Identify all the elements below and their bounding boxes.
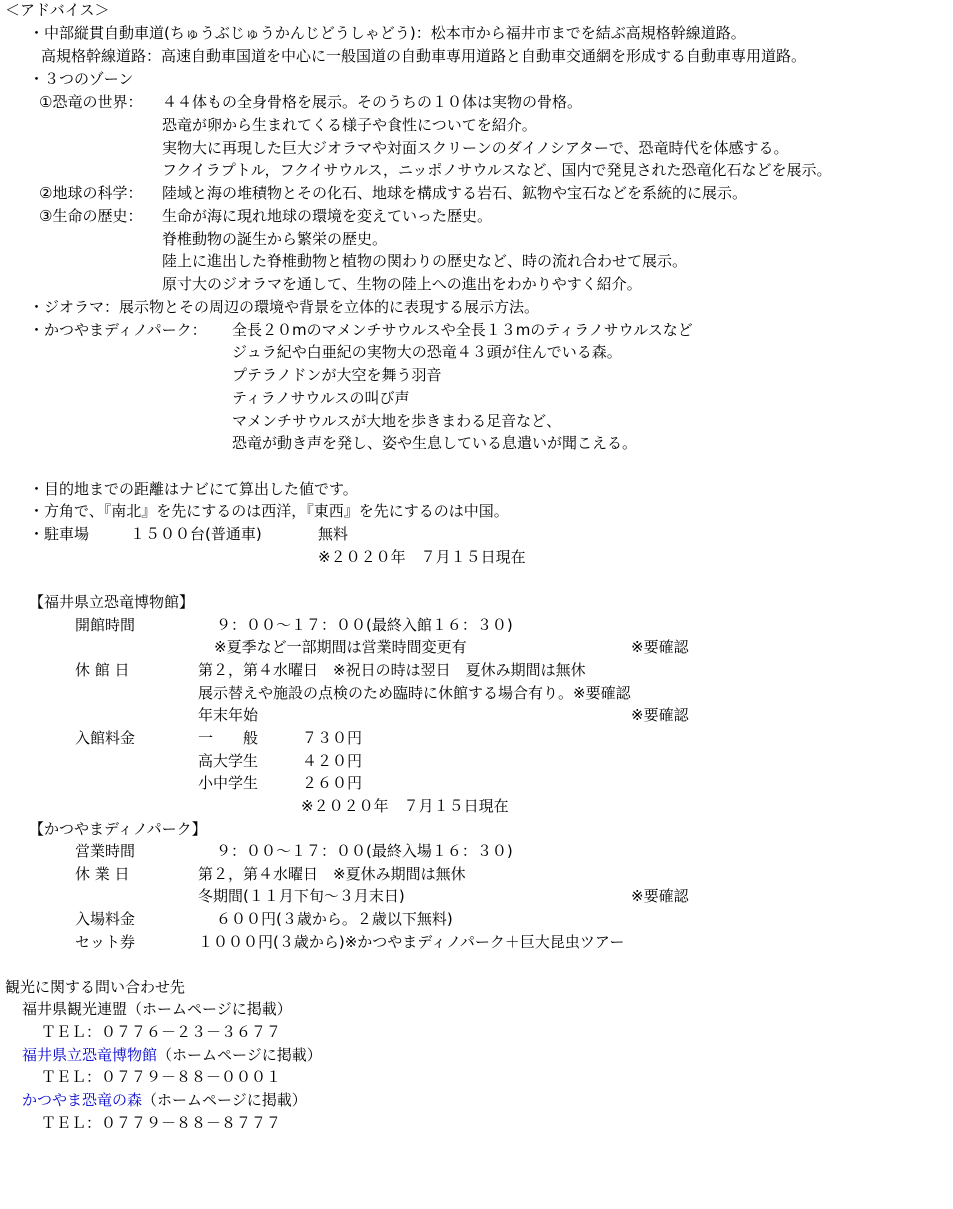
fee-category: 高大学生 [198, 752, 259, 770]
zone3-line: 陸上に進出した脊椎動物と植物の関わりの歴史など、時の流れ合わせて展示。 [162, 252, 688, 270]
zone1-line: 恐竜が卵から生まれてくる様子や食性についてを紹介。 [162, 116, 537, 134]
museum-closed-line: 年末年始 [198, 706, 259, 724]
zone3-line: 原寸大のジオラマを通して、生物の陸上への進出をわかりやすく紹介。 [162, 275, 642, 293]
contact-suffix: （ホームページに掲載） [157, 1046, 322, 1064]
zone2-label: ②地球の科学： [39, 184, 143, 202]
museum-closed-line: 展示替えや施設の点検のため臨時に休館する場合有り。※要確認 [198, 684, 631, 702]
contact-tel: ＴＥＬ：０７７６－２３－３６７７ [41, 1023, 282, 1041]
chubu-road-text: ・中部縦貫自動車道(ちゅうぶじゅうかんじどうしゃどう)：松本市から福井市までを結ぶ高規格幹線道路。 [29, 24, 746, 42]
zone1-line: 実物大に再現した巨大ジオラマや対面スクリーンのダイノシアターで、恐竜時代を体感する。 [162, 139, 789, 157]
contact-tel: ＴＥＬ：０７７９－８８－８７７７ [41, 1114, 282, 1132]
zone2-text: 陸域と海の堆積物とその化石、地球を構成する岩石、鉱物や宝石などを系統的に展示。 [162, 184, 748, 202]
advice-heading: ＜アドバイス＞ [5, 1, 110, 19]
dinopark-line: ティラノサウルスの叫び声 [232, 389, 410, 407]
dinopark-confirm: ※要確認 [631, 887, 689, 905]
parking-fee: 無料 [318, 525, 349, 543]
dinopark-set-value: １０００円(３歳から)※かつやまディノパーク＋巨大昆虫ツアー [198, 933, 625, 951]
contact-tel: ＴＥＬ：０７７９－８８－０００１ [41, 1068, 282, 1086]
dinopark-line: ジュラ紀や白亜紀の実物大の恐竜４３頭が住んでいる森。 [232, 343, 622, 361]
contact-item [22, 1044, 322, 1066]
museum-confirm: ※要確認 [631, 706, 689, 724]
dinopark-hours-value: ９：００～１７：００(最終入場１６：３０) [216, 842, 513, 860]
museum-confirm: ※要確認 [631, 638, 689, 656]
museum-heading: 【福井県立恐竜博物館】 [29, 593, 195, 611]
contact-item [22, 1089, 307, 1111]
parking-count: １５００台(普通車) [130, 525, 262, 543]
dinopark-fee-label: 入場料金 [75, 910, 136, 928]
dino-forest-link[interactable]: かつやま恐竜の森 [22, 1091, 143, 1109]
fee-price: ２６０円 [302, 774, 363, 792]
contact-suffix: （ホームページに掲載） [142, 1091, 307, 1109]
dinopark-fee-value: ６００円(３歳から。２歳以下無料) [216, 910, 453, 928]
zone3-line: 脊椎動物の誕生から繁栄の歴史。 [162, 230, 388, 248]
contacts-heading: 観光に関する問い合わせ先 [5, 978, 186, 996]
museum-hours-note: ※夏季など一部期間は営業時間変更有 [214, 638, 467, 656]
zone3-line: 生命が海に現れ地球の環境を変えていった歴史。 [162, 207, 493, 225]
dinopark-hours-label: 営業時間 [75, 842, 136, 860]
museum-hours-label: 開館時間 [75, 616, 136, 634]
dinopark-line: マメンチサウルスが大地を歩きまわる足音など、 [232, 412, 562, 430]
zone3-label: ③生命の歴史： [39, 207, 143, 225]
museum-as-of: ※２０２０年 ７月１５日現在 [301, 797, 509, 815]
dinopark-closed-label: 休 業 日 [75, 865, 130, 883]
museum-hours-value: ９：００～１７：００(最終入館１６：３０) [216, 616, 513, 634]
dinopark-closed-line: 第２，第４水曜日 ※夏休み期間は無休 [198, 865, 466, 883]
fee-category: 一 般 [198, 729, 259, 747]
highway-definition: 高規格幹線道路：高速自動車国道を中心に一般国道の自動車専用道路と自動車交通網を形成する自動車専用道路。 [41, 47, 807, 65]
dinopark-closed-line: 冬期間(１１月下旬～３月末日) [198, 887, 405, 905]
zone1-label: ①恐竜の世界： [39, 93, 143, 111]
direction-note: ・方角で、『南北』を先にするのは西洋，『東西』を先にするのは中国。 [29, 502, 509, 520]
contact-org: 福井県観光連盟 [22, 1000, 128, 1018]
parking-label: ・駐車場 [29, 525, 90, 543]
museum-closed-label: 休 館 日 [75, 661, 130, 679]
museum-fee-label: 入館料金 [75, 729, 136, 747]
diorama-definition: ・ジオラマ：展示物とその周辺の環境や背景を立体的に表現する展示方法。 [29, 298, 540, 316]
fee-price: ４２０円 [302, 752, 363, 770]
dinopark-label: ・かつやまディノパーク： [29, 321, 207, 339]
fee-price: ７３０円 [302, 729, 363, 747]
fee-category: 小中学生 [198, 774, 259, 792]
dinopark-heading: 【かつやまディノパーク】 [29, 820, 207, 838]
zone1-line: ４４体もの全身骨格を展示。そのうちの１０体は実物の骨格。 [162, 93, 583, 111]
dinopark-line: 全長２０mのマメンチサウルスや全長１３mのティラノサウルスなど [232, 321, 693, 339]
parking-as-of: ※２０２０年 ７月１５日現在 [318, 548, 526, 566]
distance-note: ・目的地までの距離はナビにて算出した値です。 [29, 480, 358, 498]
dinopark-line: プテラノドンが大空を舞う羽音 [232, 366, 442, 384]
zones-heading: ・３つのゾーン [29, 70, 134, 88]
dinopark-set-label: セット券 [75, 933, 136, 951]
museum-closed-line: 第２，第４水曜日 ※祝日の時は翌日 夏休み期間は無休 [198, 661, 586, 679]
museum-link[interactable]: 福井県立恐竜博物館 [22, 1046, 158, 1064]
contact-item [22, 998, 292, 1020]
zone1-line: フクイラプトル，フクイサウルス，ニッポノサウルスなど、国内で発見された恐竜化石などを展示。 [162, 161, 832, 179]
dinopark-line: 恐竜が動き声を発し、姿や生息している息遣いが聞こえる。 [232, 434, 638, 452]
contact-suffix: （ホームページに掲載） [127, 1000, 292, 1018]
